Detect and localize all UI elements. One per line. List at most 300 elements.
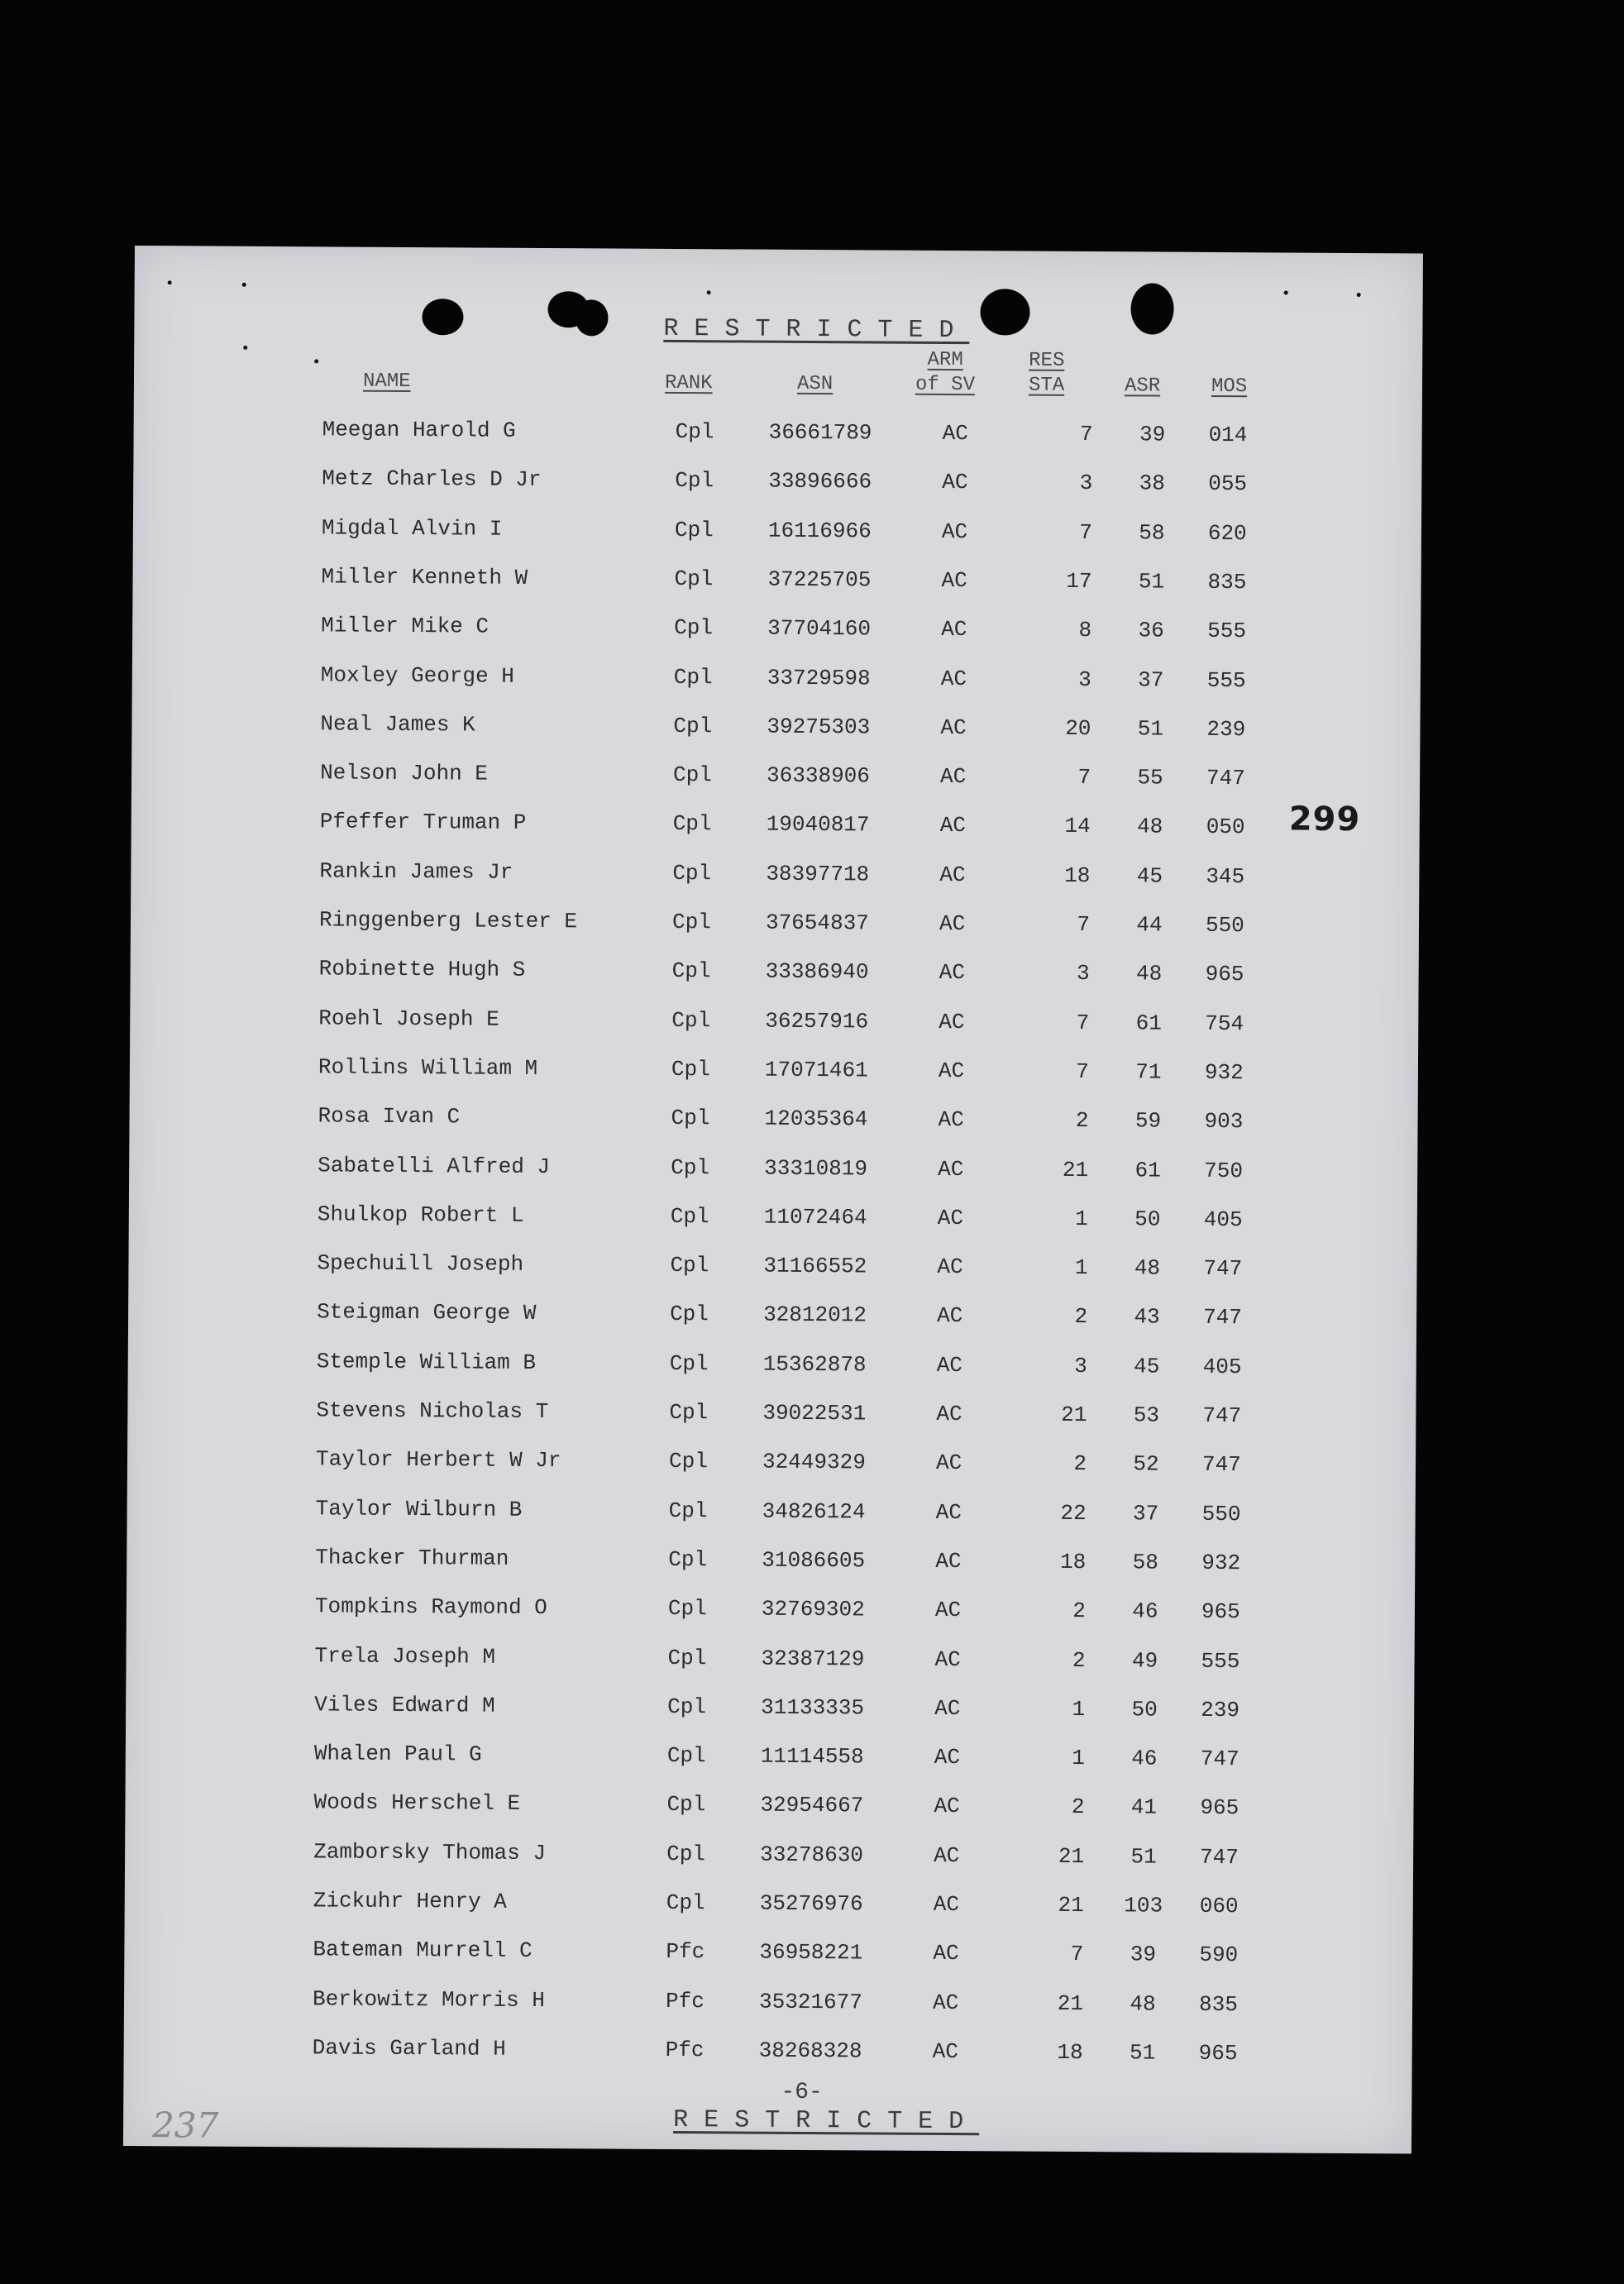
cell-name: Taylor Herbert W Jr xyxy=(315,1446,561,1474)
cell-asn: 36257916 xyxy=(765,1008,869,1034)
cell-asr: 53 xyxy=(1133,1402,1160,1428)
cell-asn: 35276976 xyxy=(759,1890,863,1917)
cell-res: 21 xyxy=(1062,1157,1089,1183)
cell-asr: 50 xyxy=(1134,1207,1161,1232)
cell-mos: 550 xyxy=(1205,912,1244,939)
table-row xyxy=(128,1287,1416,1344)
cell-asn: 33278630 xyxy=(760,1842,864,1868)
cell-arm: AC xyxy=(939,862,966,887)
cell-mos: 965 xyxy=(1200,1795,1239,1821)
cell-rank: Cpl xyxy=(670,1302,709,1327)
cell-asr: 48 xyxy=(1130,1990,1156,2017)
cell-rank: Cpl xyxy=(669,1350,709,1376)
table-row xyxy=(133,503,1421,560)
cell-mos: 555 xyxy=(1201,1648,1240,1674)
cell-arm: AC xyxy=(934,1646,961,1672)
cell-rank: Cpl xyxy=(671,958,711,984)
cell-res: 3 xyxy=(1078,667,1091,692)
table-row xyxy=(131,796,1420,853)
cell-arm: AC xyxy=(936,1401,962,1427)
cell-asn: 34826124 xyxy=(762,1498,866,1525)
speck xyxy=(243,346,247,350)
cell-mos: 932 xyxy=(1201,1550,1241,1576)
cell-asn: 33310819 xyxy=(764,1155,868,1181)
table-row xyxy=(125,1777,1413,1834)
cell-asr: 36 xyxy=(1138,618,1164,643)
cell-res: 18 xyxy=(1057,2039,1083,2065)
cell-mos: 750 xyxy=(1204,1158,1244,1183)
cell-res: 17 xyxy=(1066,568,1092,594)
cell-res: 7 xyxy=(1077,911,1091,938)
cell-name: Stevens Nicholas T xyxy=(316,1398,549,1425)
cell-mos: 239 xyxy=(1201,1697,1240,1723)
cell-rank: Cpl xyxy=(670,1203,709,1230)
cell-asn: 11072464 xyxy=(763,1204,867,1230)
cell-name: Zickuhr Henry A xyxy=(313,1888,507,1914)
cell-rank: Cpl xyxy=(671,1154,710,1180)
cell-arm: AC xyxy=(941,567,967,594)
cell-asn: 32954667 xyxy=(760,1793,864,1818)
cell-arm: AC xyxy=(936,1352,963,1378)
cell-rank: Cpl xyxy=(670,1253,709,1278)
cell-name: Miller Kenneth W xyxy=(321,564,528,590)
cell-res: 22 xyxy=(1060,1500,1087,1526)
cell-asn: 31166552 xyxy=(763,1253,867,1279)
cell-mos: 590 xyxy=(1199,1942,1239,1968)
column-header-asr: ASR xyxy=(1124,375,1161,398)
cell-res: 2 xyxy=(1074,1304,1088,1330)
cell-mos: 555 xyxy=(1207,619,1247,644)
cell-arm: AC xyxy=(939,910,966,937)
cell-mos: 747 xyxy=(1200,1844,1239,1870)
cell-rank: Cpl xyxy=(671,1106,710,1131)
cell-name: Neal James K xyxy=(320,711,475,738)
cell-name: Rollins William M xyxy=(318,1054,538,1081)
cell-asr: 55 xyxy=(1137,765,1163,791)
cell-mos: 835 xyxy=(1207,569,1247,595)
cell-name: Moxley George H xyxy=(320,662,514,689)
cell-res: 1 xyxy=(1074,1255,1088,1281)
cell-arm: AC xyxy=(938,1156,964,1182)
cell-res: 21 xyxy=(1061,1402,1087,1428)
speck xyxy=(242,283,246,287)
table-row xyxy=(127,1434,1416,1491)
cell-arm: AC xyxy=(932,2038,958,2065)
cell-asr: 48 xyxy=(1137,814,1163,839)
cell-arm: AC xyxy=(937,1205,964,1230)
cell-name: Trela Joseph M xyxy=(314,1642,496,1670)
column-header-arm-line1: ARM xyxy=(927,348,963,372)
cell-rank: Cpl xyxy=(671,1007,711,1033)
cell-name: Thacker Thurman xyxy=(315,1545,509,1571)
cell-rank: Cpl xyxy=(669,1399,709,1426)
cell-arm: AC xyxy=(934,1695,961,1721)
cell-name: Steigman George W xyxy=(317,1299,537,1326)
cell-asr: 45 xyxy=(1134,1354,1160,1379)
table-row xyxy=(129,1091,1417,1148)
cell-asn: 32812012 xyxy=(763,1302,867,1328)
table-row xyxy=(130,1042,1418,1099)
table-row xyxy=(130,944,1418,1001)
cell-name: Viles Edward M xyxy=(314,1692,495,1718)
cell-asn: 33729598 xyxy=(767,665,871,690)
cell-asn: 12035364 xyxy=(764,1106,868,1132)
cell-name: Shulkop Robert L xyxy=(317,1202,524,1228)
cell-res: 2 xyxy=(1071,1794,1085,1820)
cell-rank: Pfc xyxy=(666,1939,705,1965)
handwritten-note: 237 xyxy=(151,2105,219,2146)
cell-mos: 932 xyxy=(1204,1059,1244,1086)
cell-asr: 61 xyxy=(1134,1157,1161,1183)
cell-mos: 747 xyxy=(1206,766,1245,791)
cell-arm: AC xyxy=(940,714,967,740)
cell-arm: AC xyxy=(937,1254,963,1280)
cell-res: 3 xyxy=(1076,961,1090,987)
table-row xyxy=(129,1189,1417,1246)
cell-res: 14 xyxy=(1064,814,1091,839)
cell-asn: 39275303 xyxy=(767,714,871,740)
cell-asn: 32449329 xyxy=(762,1449,866,1475)
cell-asr: 51 xyxy=(1129,2040,1156,2066)
table-row xyxy=(125,1827,1413,1884)
cell-asr: 39 xyxy=(1139,422,1166,447)
speck xyxy=(314,359,318,363)
table-row xyxy=(126,1728,1414,1785)
cell-rank: Cpl xyxy=(675,468,714,494)
cell-arm: AC xyxy=(938,1107,964,1133)
cell-mos: 405 xyxy=(1203,1207,1243,1233)
cell-rank: Cpl xyxy=(673,762,713,788)
cell-mos: 055 xyxy=(1208,471,1248,497)
cell-res: 7 xyxy=(1070,1942,1084,1967)
cell-name: Robinette Hugh S xyxy=(318,956,526,983)
cell-rank: Cpl xyxy=(671,1056,710,1082)
cell-arm: AC xyxy=(934,1598,962,1623)
speck xyxy=(168,280,172,284)
cell-mos: 754 xyxy=(1205,1011,1244,1036)
table-row xyxy=(127,1581,1415,1638)
cell-mos: 345 xyxy=(1206,863,1245,889)
cell-asr: 39 xyxy=(1130,1942,1157,1967)
cell-res: 7 xyxy=(1079,519,1092,545)
table-row xyxy=(126,1630,1414,1687)
column-header-arm-line2: of SV xyxy=(915,373,976,397)
cell-rank: Cpl xyxy=(672,860,712,886)
cell-asn: 31133335 xyxy=(761,1694,865,1721)
cell-rank: Cpl xyxy=(672,811,712,837)
cell-rank: Pfc xyxy=(665,1988,705,2014)
speck xyxy=(1357,293,1361,297)
table-row xyxy=(132,552,1421,609)
cell-res: 1 xyxy=(1072,1696,1086,1722)
cell-mos: 747 xyxy=(1201,1452,1241,1478)
cell-name: Miller Mike C xyxy=(321,613,490,639)
cell-asr: 37 xyxy=(1138,667,1164,693)
cell-name: Migdal Alvin I xyxy=(321,514,503,542)
cell-asr: 52 xyxy=(1133,1451,1159,1477)
cell-mos: 747 xyxy=(1203,1256,1243,1282)
cell-arm: AC xyxy=(941,617,967,643)
cell-asr: 58 xyxy=(1132,1550,1158,1575)
punch-hole xyxy=(422,299,463,335)
cell-res: 3 xyxy=(1074,1353,1087,1379)
column-header-res-line1: RES xyxy=(1029,349,1065,372)
cell-rank: Cpl xyxy=(667,1645,707,1670)
cell-asr: 46 xyxy=(1132,1598,1158,1624)
cell-asr: 51 xyxy=(1130,1844,1157,1870)
cell-asn: 33896666 xyxy=(768,468,872,495)
cell-name: Pfeffer Truman P xyxy=(319,809,527,836)
cell-arm: AC xyxy=(937,1303,963,1329)
table-row xyxy=(126,1680,1414,1737)
cell-name: Nelson John E xyxy=(320,760,489,786)
cell-res: 21 xyxy=(1058,1892,1084,1918)
column-header-mos: MOS xyxy=(1211,375,1248,399)
cell-rank: Cpl xyxy=(666,1890,705,1916)
cell-asn: 36958221 xyxy=(759,1939,863,1966)
table-row xyxy=(129,1140,1417,1197)
cell-mos: 965 xyxy=(1198,2040,1238,2067)
cell-name: Rankin James Jr xyxy=(319,858,513,885)
cell-res: 8 xyxy=(1078,618,1092,643)
cell-name: Meegan Harold G xyxy=(322,417,516,443)
cell-asn: 33386940 xyxy=(765,958,869,985)
cell-asr: 45 xyxy=(1136,863,1163,889)
cell-arm: AC xyxy=(939,813,967,839)
column-header-arm xyxy=(915,348,975,398)
cell-rank: Cpl xyxy=(668,1498,708,1523)
table-row xyxy=(124,2023,1412,2080)
table-row xyxy=(131,699,1420,756)
cell-rank: Cpl xyxy=(666,1792,706,1818)
cell-mos: 050 xyxy=(1206,815,1245,840)
cell-arm: AC xyxy=(934,1842,960,1868)
cell-asn: 38397718 xyxy=(766,861,870,887)
table-row xyxy=(130,993,1418,1050)
column-header-asn: ASN xyxy=(796,372,833,396)
punch-hole xyxy=(1130,283,1173,334)
table-row xyxy=(133,453,1421,510)
column-header-rank: RANK xyxy=(664,371,713,395)
cell-asr: 50 xyxy=(1131,1697,1158,1723)
table-row xyxy=(124,1974,1412,2031)
cell-asr: 59 xyxy=(1134,1108,1162,1134)
cell-asn: 37704160 xyxy=(767,615,872,642)
cell-asr: 38 xyxy=(1139,471,1165,496)
table-row xyxy=(127,1532,1415,1589)
cell-rank: Cpl xyxy=(673,713,713,739)
cell-mos: 747 xyxy=(1200,1746,1239,1772)
column-header-res-line2: STA xyxy=(1028,374,1065,397)
cell-rank: Cpl xyxy=(667,1596,707,1622)
cell-rank: Cpl xyxy=(673,664,713,690)
cell-asn: 11114558 xyxy=(760,1743,864,1770)
cell-asr: 44 xyxy=(1136,912,1163,938)
cell-arm: AC xyxy=(940,764,967,790)
cell-arm: AC xyxy=(942,470,968,495)
cell-arm: AC xyxy=(933,1891,960,1918)
cell-asr: 48 xyxy=(1135,961,1163,987)
table-row xyxy=(131,846,1419,903)
cell-asn: 35321677 xyxy=(758,1989,862,2015)
cell-mos: 835 xyxy=(1198,1991,1238,2017)
cell-mos: 239 xyxy=(1206,716,1246,743)
cell-name: Metz Charles D Jr xyxy=(322,466,542,493)
cell-arm: AC xyxy=(941,518,968,544)
cell-name: Davis Garland H xyxy=(312,2035,506,2062)
cell-arm: AC xyxy=(939,960,965,986)
cell-res: 7 xyxy=(1077,765,1091,791)
cell-asr: 103 xyxy=(1124,1893,1163,1918)
cell-mos: 014 xyxy=(1208,422,1248,448)
cell-arm: AC xyxy=(938,1058,965,1084)
cell-rank: Cpl xyxy=(666,1841,706,1866)
cell-asn: 31086605 xyxy=(762,1547,866,1574)
cell-name: Rosa Ivan C xyxy=(318,1103,461,1130)
table-row xyxy=(131,748,1420,805)
cell-res: 1 xyxy=(1072,1746,1085,1771)
table-row xyxy=(132,600,1421,657)
cell-name: Roehl Joseph E xyxy=(318,1005,499,1032)
cell-asr: 61 xyxy=(1135,1011,1162,1036)
cell-arm: AC xyxy=(935,1548,962,1574)
cell-rank: Cpl xyxy=(668,1449,708,1474)
cell-res: 20 xyxy=(1065,715,1091,741)
cell-asr: 58 xyxy=(1139,520,1165,546)
cell-arm: AC xyxy=(933,1941,959,1966)
cell-mos: 903 xyxy=(1204,1109,1244,1135)
cell-asr: 46 xyxy=(1131,1746,1158,1771)
cell-rank: Cpl xyxy=(674,566,714,592)
cell-asn: 37654837 xyxy=(765,910,869,936)
cell-asr: 51 xyxy=(1137,716,1164,742)
column-header-res xyxy=(1029,349,1065,399)
cell-res: 21 xyxy=(1058,1843,1085,1869)
table-row xyxy=(125,1875,1413,1933)
cell-rank: Cpl xyxy=(674,517,714,542)
cell-mos: 060 xyxy=(1199,1893,1239,1919)
table-row xyxy=(124,1924,1412,1981)
speck xyxy=(1284,290,1288,294)
cell-asn: 16116966 xyxy=(767,518,872,544)
cell-mos: 965 xyxy=(1201,1599,1240,1625)
cell-asn: 36661789 xyxy=(768,419,872,446)
cell-res: 7 xyxy=(1076,1010,1090,1035)
cell-name: Stemple William B xyxy=(316,1349,537,1375)
cell-arm: AC xyxy=(934,1745,961,1770)
cell-res: 3 xyxy=(1079,471,1093,496)
cell-res: 21 xyxy=(1057,1990,1084,2016)
cell-res: 7 xyxy=(1079,421,1093,447)
cell-rank: Pfc xyxy=(665,2037,705,2063)
cell-name: Woods Herschel E xyxy=(313,1789,521,1817)
punch-hole xyxy=(575,299,608,336)
cell-asr: 71 xyxy=(1135,1059,1162,1085)
cell-name: Bateman Murrell C xyxy=(313,1937,533,1964)
cell-asr: 37 xyxy=(1132,1500,1159,1527)
cell-res: 7 xyxy=(1076,1058,1090,1084)
cell-rank: Cpl xyxy=(667,1694,707,1720)
speck xyxy=(707,290,711,294)
cell-arm: AC xyxy=(940,666,967,691)
cell-name: Spechuill Joseph xyxy=(317,1250,524,1277)
cell-mos: 405 xyxy=(1202,1354,1242,1379)
cell-rank: Cpl xyxy=(675,418,714,445)
cell-rank: Cpl xyxy=(668,1546,708,1573)
table-row xyxy=(127,1385,1416,1442)
table-row xyxy=(128,1336,1416,1393)
cell-arm: AC xyxy=(932,1990,959,2015)
table-row xyxy=(133,404,1421,461)
cell-name: Berkowitz Morris H xyxy=(312,1985,545,2013)
table-row xyxy=(127,1484,1415,1541)
cell-mos: 555 xyxy=(1206,667,1246,693)
cell-asn: 15362878 xyxy=(762,1351,867,1378)
cell-name: Ringgenberg Lester E xyxy=(318,907,578,934)
cell-rank: Cpl xyxy=(666,1743,706,1769)
cell-mos: 747 xyxy=(1203,1305,1243,1331)
cell-res: 2 xyxy=(1072,1647,1086,1673)
cell-res: 2 xyxy=(1072,1598,1087,1624)
page-number: -6- xyxy=(781,2079,823,2106)
cell-asr: 51 xyxy=(1138,569,1165,595)
cell-asn: 19040817 xyxy=(766,812,870,838)
cell-arm: AC xyxy=(935,1450,962,1476)
cell-name: Tompkins Raymond O xyxy=(314,1594,547,1621)
table-row xyxy=(132,649,1421,706)
cell-res: 18 xyxy=(1059,1549,1087,1574)
cell-arm: AC xyxy=(935,1499,962,1525)
cell-asn: 32769302 xyxy=(761,1596,865,1622)
cell-res: 1 xyxy=(1075,1206,1088,1231)
table-row xyxy=(131,895,1419,952)
cell-mos: 620 xyxy=(1207,520,1247,546)
classification-footer: RESTRICTED xyxy=(673,2106,980,2137)
cell-asn: 32387129 xyxy=(761,1646,865,1671)
cell-res: 18 xyxy=(1064,862,1091,888)
cell-asr: 49 xyxy=(1131,1647,1158,1674)
cell-rank: Cpl xyxy=(671,909,711,935)
cell-asr: 41 xyxy=(1130,1794,1158,1820)
cell-arm: AC xyxy=(934,1794,960,1819)
cell-asr: 43 xyxy=(1134,1304,1160,1330)
cell-arm: AC xyxy=(939,1009,965,1034)
cell-name: Taylor Wilburn B xyxy=(315,1495,523,1522)
cell-res: 2 xyxy=(1075,1108,1089,1134)
cell-asn: 17071461 xyxy=(764,1057,868,1083)
cell-res: 2 xyxy=(1073,1451,1087,1477)
cell-mos: 550 xyxy=(1201,1501,1241,1527)
classification-header: RESTRICTED xyxy=(663,314,970,346)
page-stamp-number: 299 xyxy=(1288,800,1361,839)
cell-name: Zamborsky Thomas J xyxy=(313,1839,547,1866)
cell-asn: 37225705 xyxy=(767,566,872,593)
punch-hole xyxy=(980,289,1029,335)
table-row xyxy=(128,1238,1416,1295)
cell-name: Sabatelli Alfred J xyxy=(318,1152,551,1179)
cell-name: Whalen Paul G xyxy=(313,1741,482,1767)
cell-rank: Cpl xyxy=(674,615,714,641)
cell-asn: 38268328 xyxy=(758,2038,862,2064)
cell-asr: 48 xyxy=(1134,1255,1161,1281)
cell-mos: 747 xyxy=(1202,1402,1242,1429)
column-header-name: NAME xyxy=(362,370,411,394)
cell-asn: 36338906 xyxy=(767,762,871,789)
document-page xyxy=(123,246,1423,2153)
cell-arm: AC xyxy=(942,420,968,447)
cell-asn: 39022531 xyxy=(762,1400,867,1426)
cell-mos: 965 xyxy=(1205,962,1244,987)
